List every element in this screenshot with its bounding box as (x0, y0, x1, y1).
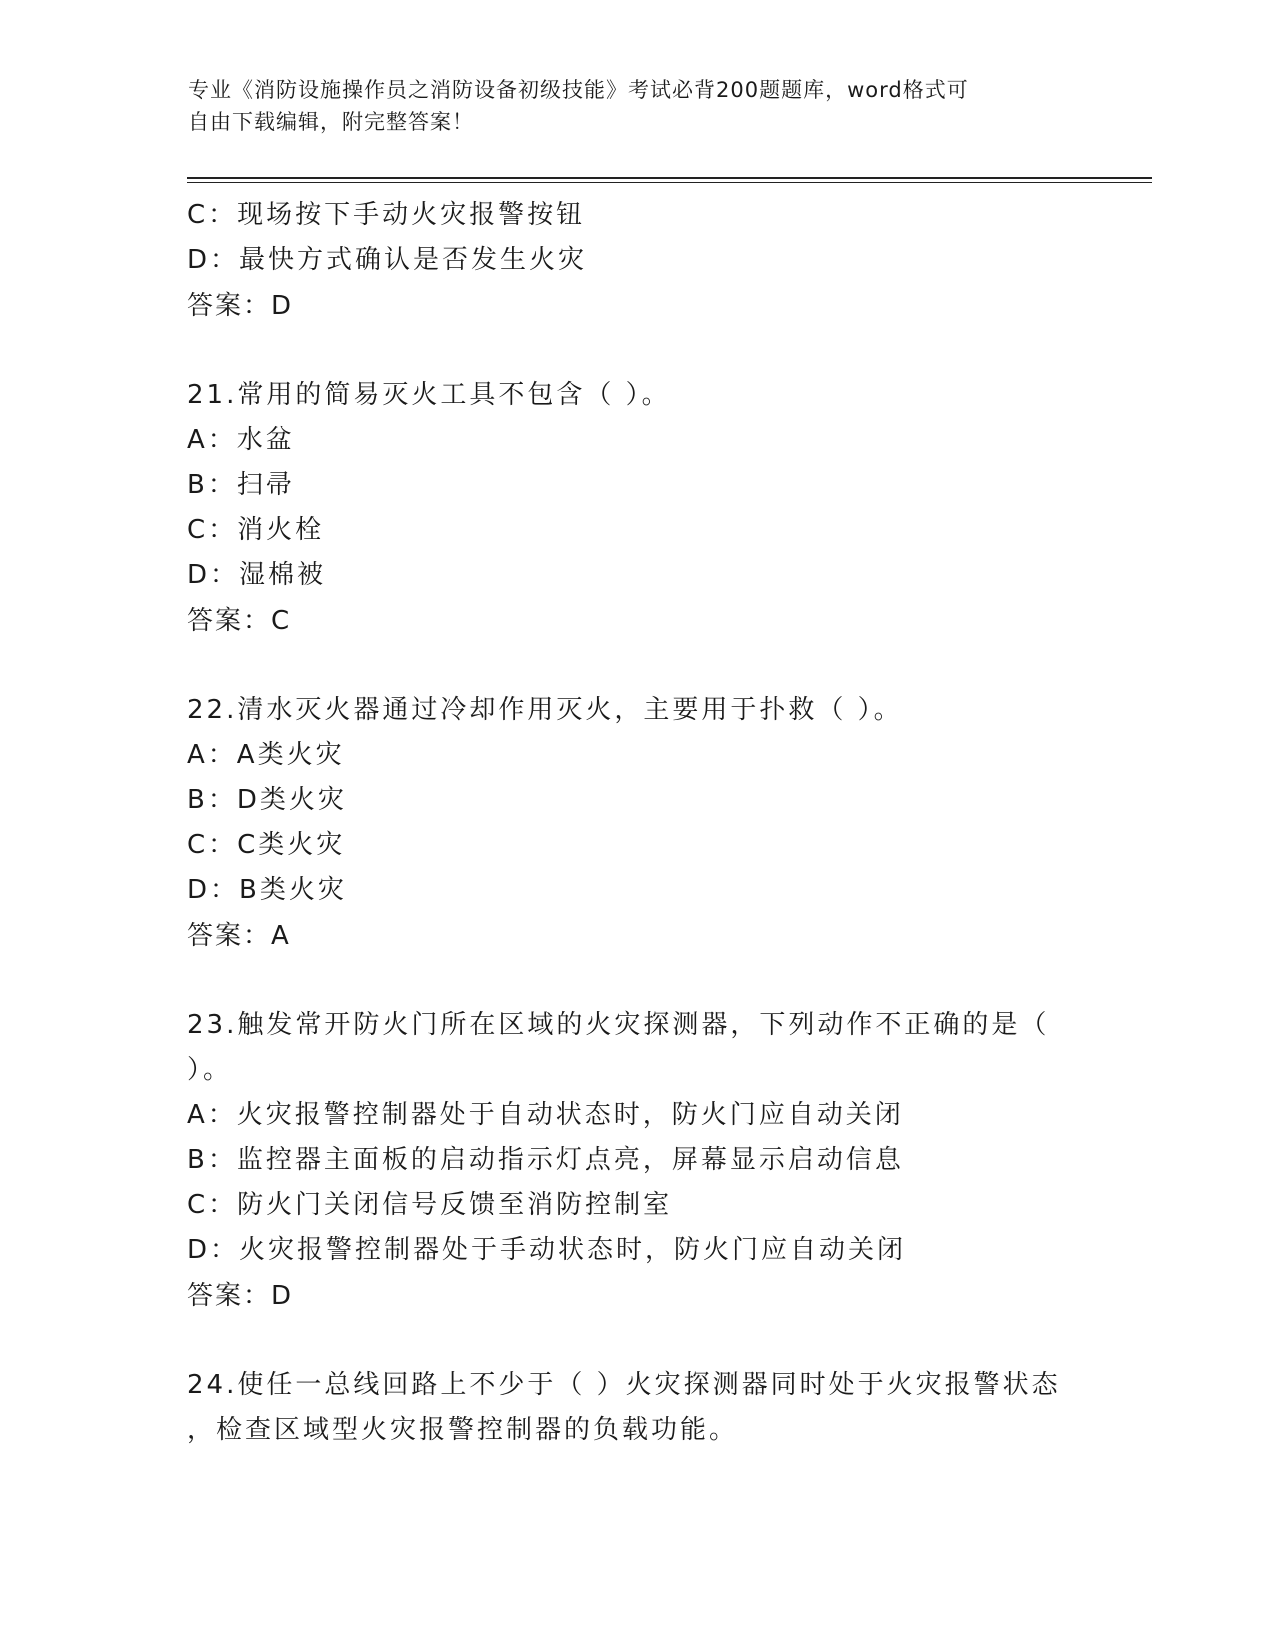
option-c: C：现场按下手动火灾报警按钮 (187, 200, 586, 230)
answer-line: 答案：D (187, 291, 294, 321)
question-stem: 23.触发常开防火门所在区域的火灾探测器，下列动作不正确的是（ (187, 1010, 1050, 1040)
question-21 (187, 373, 1087, 644)
answer-line: 答案：D (187, 1281, 294, 1311)
question-stem-continued: ，检查区域型火灾报警控制器的负载功能。 (187, 1415, 739, 1445)
question-24 (187, 1363, 1087, 1453)
option-d: D：最快方式确认是否发生火灾 (187, 245, 588, 275)
option-d: D：湿棉被 (187, 560, 327, 590)
option-c: C：消火栓 (187, 515, 325, 545)
option-a: A：火灾报警控制器处于自动状态时，防火门应自动关闭 (187, 1100, 904, 1130)
header-line-1: 专业《消防设施操作员之消防设备初级技能》考试必背200题题库，word格式可 (188, 78, 969, 102)
question-22 (187, 688, 1087, 959)
option-b: B：D类火灾 (187, 785, 347, 815)
question-stem-continued: ）。 (187, 1055, 233, 1085)
option-d: D：火灾报警控制器处于手动状态时，防火门应自动关闭 (187, 1235, 907, 1265)
question-stem: 24.使任一总线回路上不少于（ ）火灾探测器同时处于火灾报警状态 (187, 1370, 1061, 1400)
option-d: D：B类火灾 (187, 875, 347, 905)
header-divider-thick (187, 177, 1152, 179)
question-list (187, 193, 1087, 1453)
header-line-2: 自由下载编辑，附完整答案！ (188, 110, 474, 134)
option-a: A：A类火灾 (187, 740, 345, 770)
option-a: A：水盆 (187, 425, 295, 455)
option-c: C：防火门关闭信号反馈至消防控制室 (187, 1190, 673, 1220)
question-stem: 21.常用的简易灭火工具不包含（ ）。 (187, 380, 671, 410)
option-b: B：监控器主面板的启动指示灯点亮，屏幕显示启动信息 (187, 1145, 904, 1175)
answer-line: 答案：A (187, 921, 291, 951)
answer-line: 答案：C (187, 606, 292, 636)
question-stem: 22.清水灭火器通过冷却作用灭火，主要用于扑救（ ）。 (187, 695, 903, 725)
option-b: B：扫帚 (187, 470, 295, 500)
header-divider-thin (187, 182, 1152, 183)
option-c: C：C类火灾 (187, 830, 346, 860)
question-23 (187, 1003, 1087, 1319)
document-header (188, 74, 1088, 138)
question-20-continued (187, 193, 1087, 329)
